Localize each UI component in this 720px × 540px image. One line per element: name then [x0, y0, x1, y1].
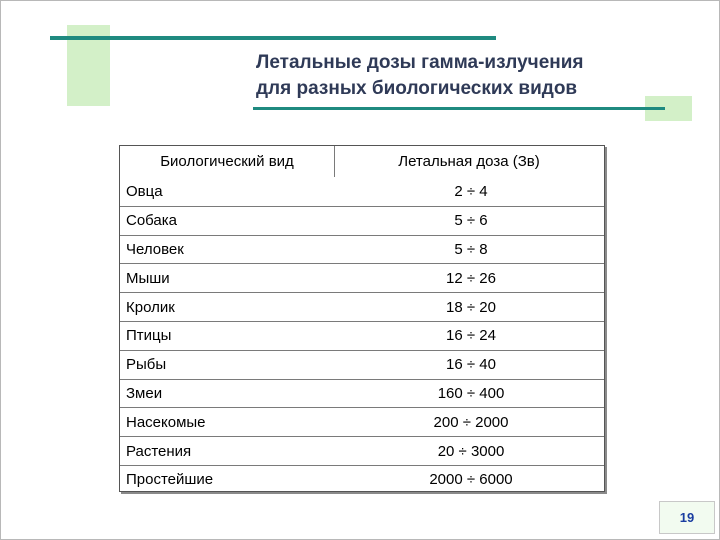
table-row: [120, 407, 604, 436]
dose-cell: 2000 ÷ 6000: [429, 471, 513, 489]
table-row: [120, 379, 604, 408]
species-cell: Овца: [126, 182, 163, 200]
table-row: [120, 263, 604, 292]
table-row: [120, 436, 604, 465]
species-cell: Мыши: [126, 269, 170, 287]
dose-cell: 16 ÷ 24: [446, 327, 496, 345]
header-column-divider: [334, 146, 335, 177]
lethal-dose-table: [119, 145, 605, 492]
species-cell: Собака: [126, 212, 177, 230]
table-row: [120, 292, 604, 321]
slide-title-line-2: для разных биологических видов: [256, 78, 578, 99]
dose-cell: 200 ÷ 2000: [433, 413, 509, 431]
species-cell: Птицы: [126, 327, 172, 345]
slide-title: [256, 50, 696, 102]
page-number: 19: [659, 501, 715, 534]
decorative-teal-line-top: [50, 36, 496, 40]
header-species: Биологический вид: [160, 153, 294, 170]
species-cell: Рыбы: [126, 356, 167, 374]
table-body: [120, 177, 604, 494]
table-row: [120, 206, 604, 235]
dose-cell: 5 ÷ 8: [454, 240, 488, 258]
species-cell: Насекомые: [126, 413, 206, 431]
species-cell: Змеи: [126, 384, 163, 402]
species-cell: Кролик: [126, 298, 175, 316]
dose-cell: 16 ÷ 40: [446, 356, 496, 374]
species-cell: Простейшие: [126, 471, 214, 489]
dose-cell: 12 ÷ 26: [446, 269, 496, 287]
table-row: [120, 321, 604, 350]
table-row: [120, 177, 604, 206]
dose-cell: 18 ÷ 20: [446, 298, 496, 316]
table-header-row: [120, 146, 604, 177]
table-row: [120, 465, 604, 494]
decorative-teal-underline: [253, 107, 665, 110]
dose-cell: 2 ÷ 4: [454, 182, 488, 200]
dose-cell: 160 ÷ 400: [437, 384, 505, 402]
header-dose: Летальная доза (Зв): [398, 153, 540, 170]
table-row: [120, 350, 604, 379]
species-cell: Растения: [126, 442, 192, 460]
species-cell: Человек: [126, 240, 184, 258]
table-row: [120, 235, 604, 264]
dose-cell: 5 ÷ 6: [454, 212, 488, 230]
slide-title-line-1: Летальные дозы гамма-излучения: [256, 52, 584, 73]
dose-cell: 20 ÷ 3000: [437, 442, 505, 460]
